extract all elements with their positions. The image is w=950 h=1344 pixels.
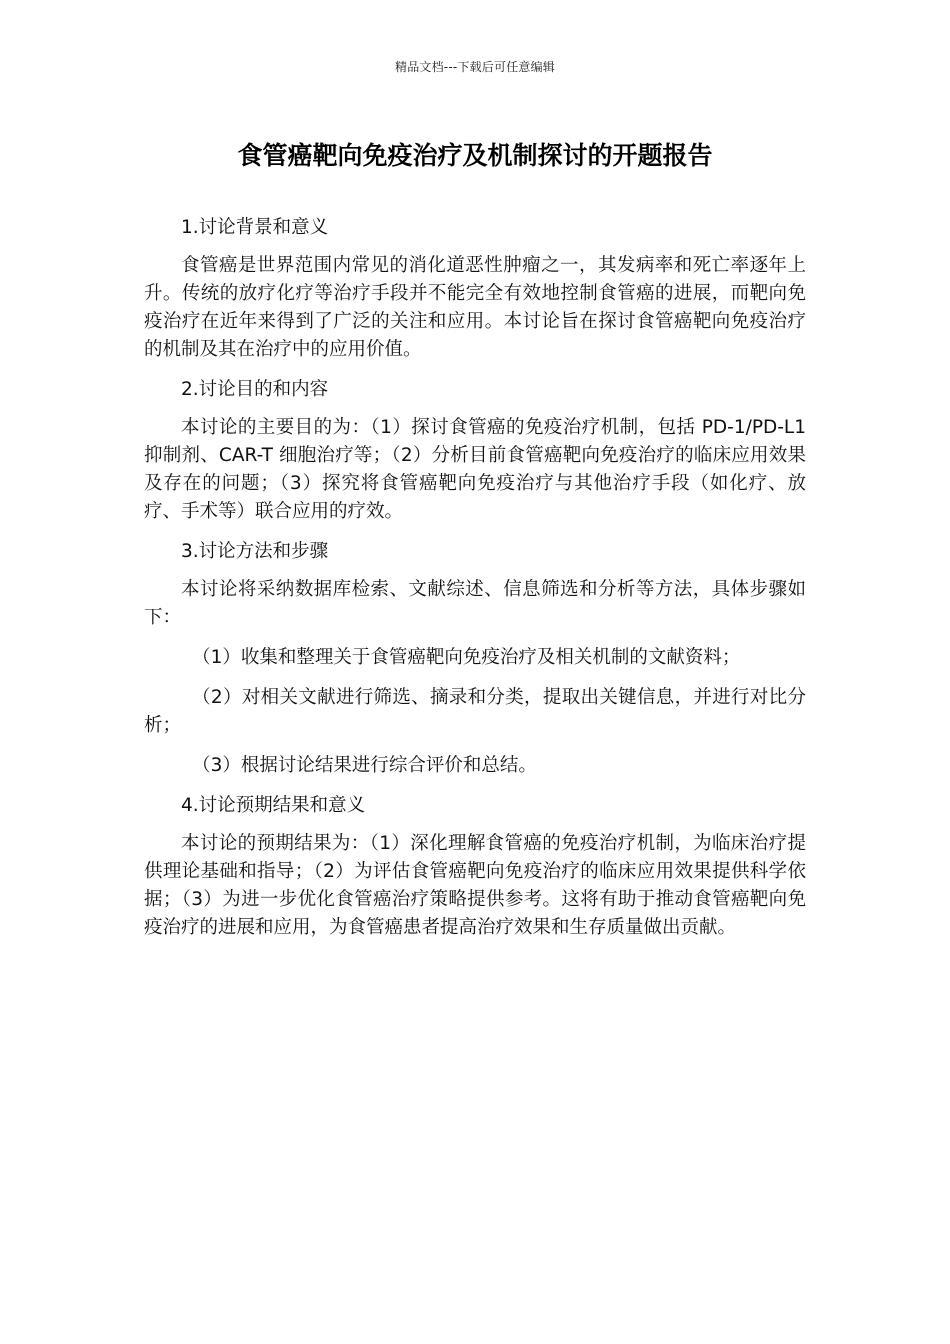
method-step-3: （3）根据讨论结果进行综合评价和总结。 xyxy=(192,755,537,776)
document-body xyxy=(144,214,806,954)
section-heading-expected-results: 4.讨论预期结果和意义 xyxy=(181,795,366,816)
paragraph-objectives: 本讨论的主要目的为：（1）探讨食管癌的免疫治疗机制，包括 PD-1/PD-L1 抑制剂、CAR-T 细胞治疗等；（2）分析目前食管癌靶向免疫治疗的临床应用效果及存在的问题；（3）探究将食管癌靶向免疫治疗与其他治疗手段（如化疗、放疗、手术等）联合应用的疗效。 xyxy=(144,417,806,522)
paragraph-expected-results: 本讨论的预期结果为：（1）深化理解食管癌的免疫治疗机制，为临床治疗提供理论基础和指导；（2）为评估食管癌靶向免疫治疗的临床应用效果提供科学依据；（3）为进一步优化食管癌治疗策略提供参考。这将有助于推动食管癌靶向免疫治疗的进展和应用，为食管癌患者提高治疗效果和生存质量做出贡献。 xyxy=(144,833,806,938)
document-title: 食管癌靶向免疫治疗及机制探讨的开题报告 xyxy=(237,141,713,170)
method-step-1: （1）收集和整理关于食管癌靶向免疫治疗及相关机制的文献资料； xyxy=(192,647,741,668)
section-heading-background: 1.讨论背景和意义 xyxy=(181,217,329,238)
section-heading-objectives: 2.讨论目的和内容 xyxy=(181,379,329,400)
paragraph-background: 食管癌是世界范围内常见的消化道恶性肿瘤之一，其发病率和死亡率逐年上升。传统的放疗化疗等治疗手段并不能完全有效地控制食管癌的进展，而靶向免疫治疗在近年来得到了广泛的关注和应用。本讨论旨在探讨食管癌靶向免疫治疗的机制及其在治疗中的应用价值。 xyxy=(144,255,806,360)
section-heading-methods: 3.讨论方法和步骤 xyxy=(181,541,329,562)
paragraph-methods-intro: 本讨论将采纳数据库检索、文献综述、信息筛选和分析等方法，具体步骤如下： xyxy=(144,579,806,628)
method-step-2: （2）对相关文献进行筛选、摘录和分类，提取出关键信息，并进行对比分析； xyxy=(144,687,806,736)
header-note: 精品文档---下载后可任意编辑 xyxy=(395,60,555,74)
